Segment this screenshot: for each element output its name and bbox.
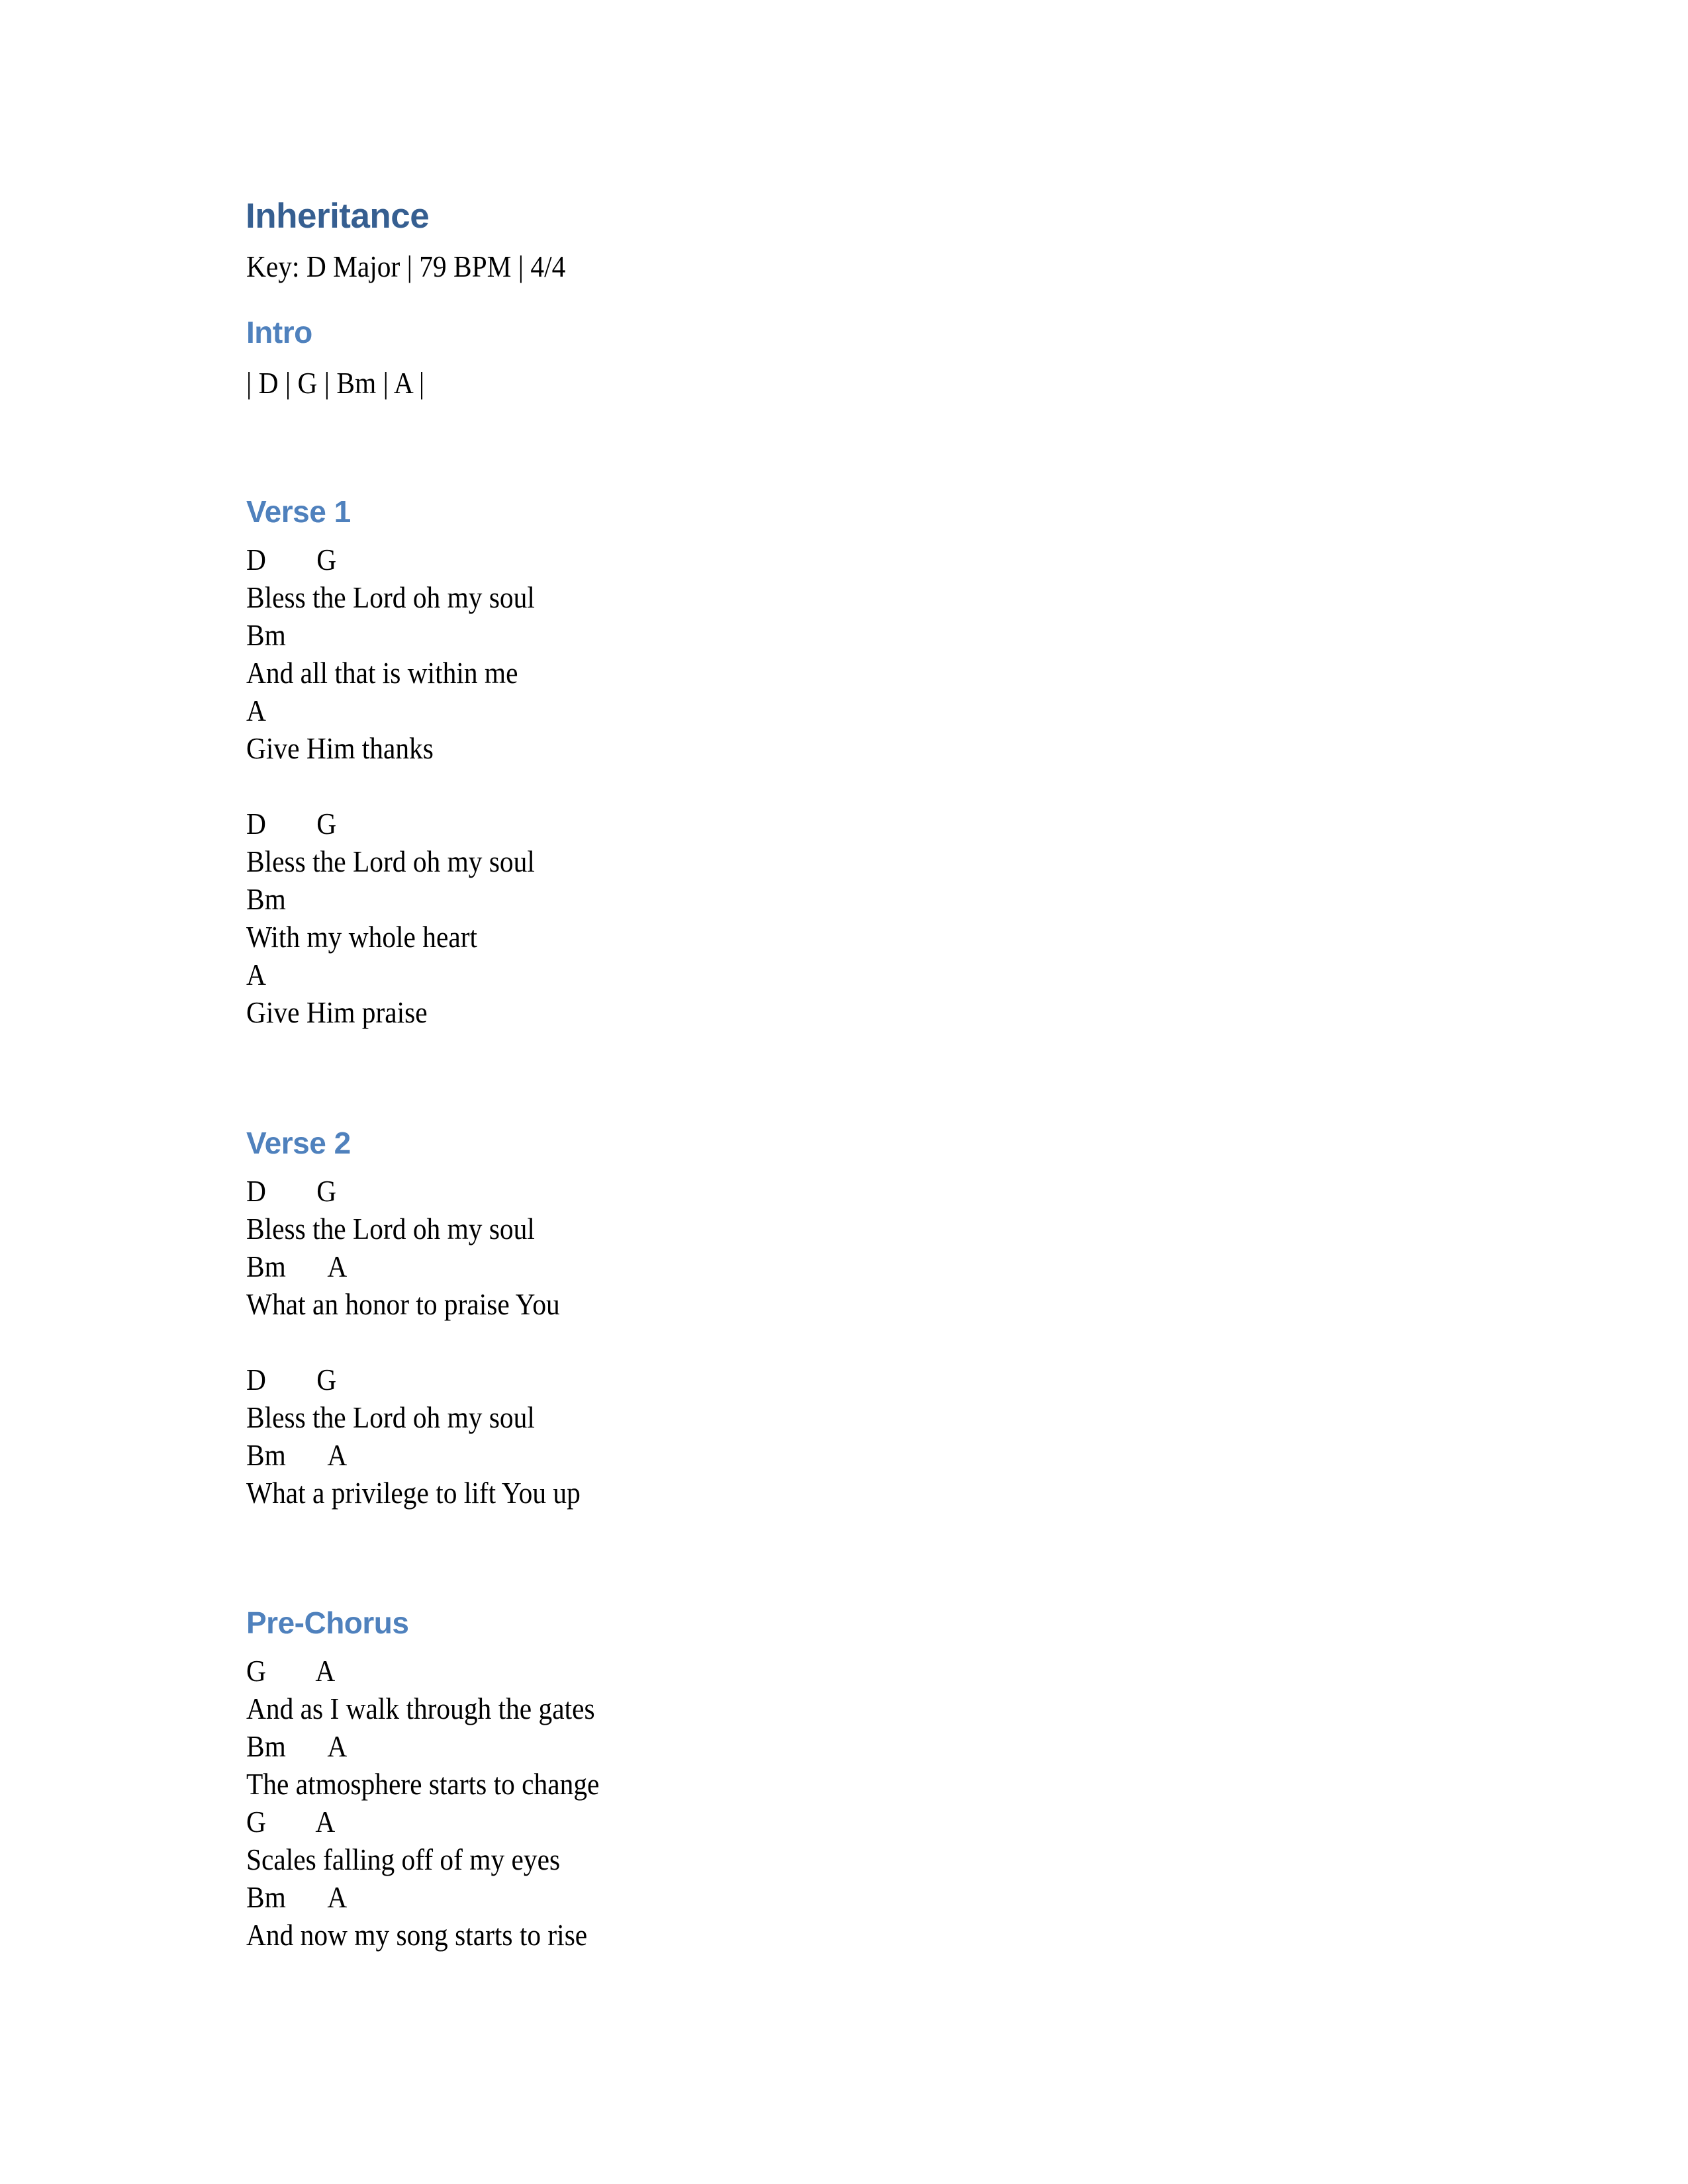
chord: D	[246, 543, 266, 576]
chord-line	[246, 805, 535, 842]
chord: G	[246, 1805, 266, 1839]
chord: D	[246, 1174, 266, 1208]
lyric-line: And all that is within me	[246, 656, 518, 690]
lyric-line: The atmosphere starts to change	[246, 1767, 600, 1801]
chord-line	[246, 616, 535, 654]
chord: G	[316, 1363, 337, 1396]
lyric-line: Scales falling off of my eyes	[246, 1843, 561, 1876]
chord: A	[315, 1654, 336, 1688]
chord: G	[316, 543, 337, 576]
chord-line	[246, 1248, 581, 1285]
chord: Bm	[246, 618, 286, 652]
lyric-line: Give Him thanks	[246, 731, 434, 765]
section-verse-1	[246, 492, 567, 1031]
chord: Bm	[246, 1438, 286, 1472]
pre-chorus-lines	[246, 1652, 639, 1954]
lyric-line: Bless the Lord oh my soul	[246, 1400, 535, 1434]
verse-2-stanza-2	[246, 1361, 618, 1512]
chord: G	[246, 1654, 266, 1688]
chord-line	[246, 692, 535, 729]
lyric-line: Give Him praise	[246, 995, 428, 1029]
chord: A	[327, 1880, 348, 1914]
lyric-line: What a privilege to lift You up	[246, 1476, 581, 1510]
chord-line	[246, 541, 535, 578]
chord-line	[246, 880, 535, 918]
lyric-line: What an honor to praise You	[246, 1287, 560, 1321]
chord: D	[246, 807, 266, 841]
verse-1-stanza-2	[246, 805, 567, 1031]
section-heading-pre-chorus: Pre-Chorus	[246, 1606, 409, 1640]
chord-line	[246, 1172, 581, 1210]
chord: A	[327, 1250, 348, 1283]
chord-line	[246, 956, 535, 993]
section-pre-chorus	[246, 1603, 639, 1954]
section-verse-2	[246, 1123, 618, 1512]
chord-line	[246, 1803, 599, 1841]
chord: A	[246, 958, 266, 991]
section-intro	[246, 312, 444, 402]
intro-progression: | D | G | Bm | A |	[246, 366, 425, 400]
lyric-line: Bless the Lord oh my soul	[246, 844, 535, 878]
chord: A	[327, 1438, 348, 1472]
chord-line	[246, 1878, 599, 1916]
verse-2-stanza-1	[246, 1172, 618, 1323]
chord: A	[315, 1805, 336, 1839]
section-heading-verse-1: Verse 1	[246, 494, 351, 529]
blank-line	[246, 767, 567, 805]
chord-line	[246, 1361, 581, 1398]
chord-line	[246, 1436, 581, 1474]
chord-line	[246, 1727, 599, 1765]
chord: Bm	[246, 882, 286, 916]
chord: Bm	[246, 1880, 286, 1914]
chord: A	[246, 694, 266, 727]
lyric-line: Bless the Lord oh my soul	[246, 1212, 535, 1246]
chord-line	[246, 1652, 599, 1690]
lyric-line: With my whole heart	[246, 920, 477, 954]
lyric-line: And now my song starts to rise	[246, 1918, 588, 1952]
chord: G	[316, 1174, 337, 1208]
section-heading-intro: Intro	[246, 315, 312, 349]
lyric-line: And as I walk through the gates	[246, 1692, 595, 1725]
song-title: Inheritance	[246, 197, 430, 236]
blank-line	[246, 1323, 618, 1361]
chord: G	[316, 807, 337, 841]
section-heading-verse-2: Verse 2	[246, 1126, 351, 1160]
verse-1-stanza-1	[246, 541, 567, 767]
chord: Bm	[246, 1250, 286, 1283]
lyric-line: Bless the Lord oh my soul	[246, 580, 535, 614]
chord: A	[327, 1729, 348, 1763]
chord: D	[246, 1363, 266, 1396]
song-meta-line: Key: D Major | 79 BPM | 4/4	[246, 250, 566, 283]
chord: Bm	[246, 1729, 286, 1763]
